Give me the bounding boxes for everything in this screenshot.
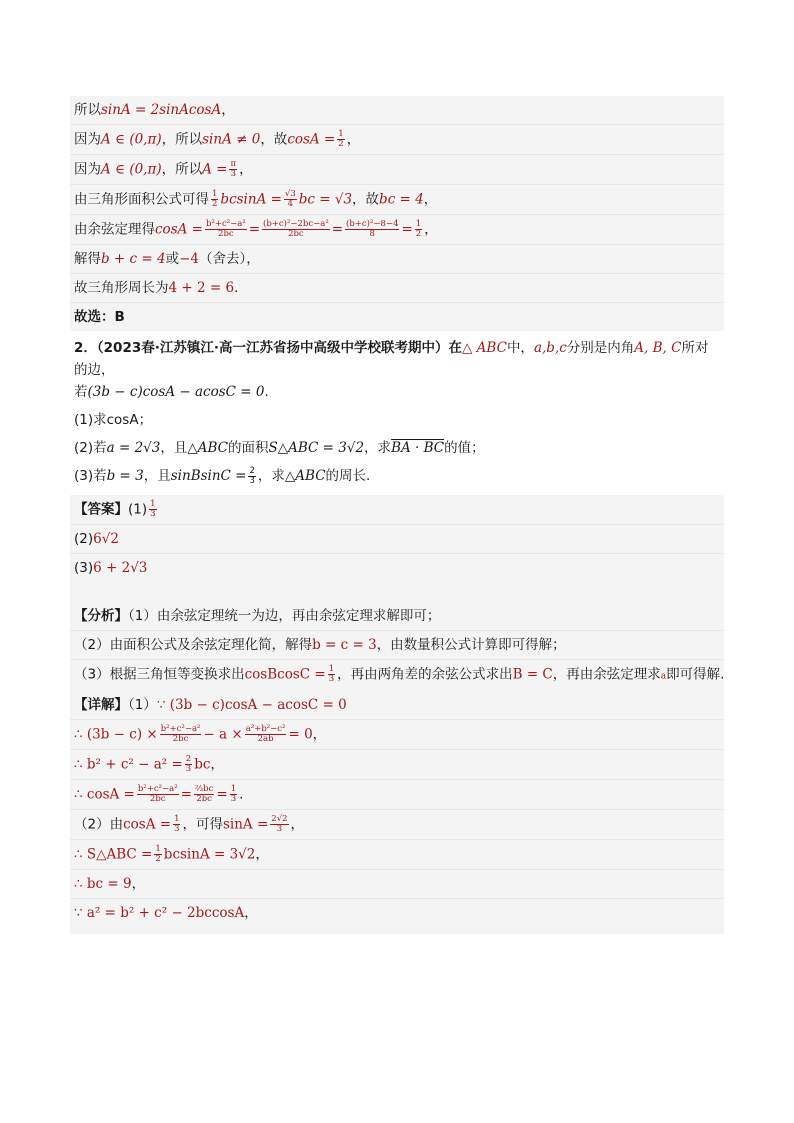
- text: （1）由余弦定理统一为边，再由余弦定理求解即可；: [128, 608, 441, 624]
- part-label: (1): [128, 501, 148, 518]
- detail-line-7: [70, 870, 724, 899]
- analysis-line-2: [70, 631, 724, 660]
- solution-line-2: [70, 125, 724, 155]
- denominator: 2ab: [257, 733, 274, 744]
- text: ，故: [352, 191, 380, 208]
- fraction: [185, 755, 192, 774]
- equals: =: [401, 221, 413, 238]
- text: 的周长.: [325, 468, 371, 484]
- question-source: ．（2023春·江苏镇江·高一江苏省扬中高级中学校联考期中）在: [83, 340, 462, 356]
- math: bc = 4: [379, 191, 424, 208]
- detail-block: [70, 691, 724, 934]
- text: 求cosA；: [93, 412, 153, 428]
- fraction: [248, 467, 255, 486]
- question-block: [70, 331, 724, 495]
- math: a,b,c: [533, 340, 567, 356]
- denominator: 2: [155, 853, 161, 864]
- denominator: 2bc: [218, 229, 234, 239]
- math: = 0: [288, 726, 313, 742]
- math: bc: [194, 756, 211, 772]
- text: .: [239, 786, 244, 802]
- fraction: [149, 500, 156, 519]
- math: A, B, C: [634, 340, 682, 356]
- text: ，故: [260, 131, 288, 148]
- math: (3b − c)cosA − acosC = 0: [87, 384, 265, 400]
- text: ，且: [143, 468, 171, 484]
- numerator: 1: [328, 664, 335, 674]
- fraction: [229, 160, 237, 179]
- denominator: 2bc: [288, 229, 304, 239]
- detail-line-3: [70, 750, 724, 780]
- numerator: 1: [415, 219, 422, 229]
- solution-block: [70, 96, 724, 331]
- analysis-block: [70, 602, 724, 691]
- question-part-1: [70, 403, 724, 431]
- text: ，: [244, 904, 258, 921]
- question-number: 2: [74, 340, 84, 356]
- math: ∴ bc = 9: [74, 875, 132, 892]
- detail-line-4: [70, 780, 724, 810]
- text: ，: [239, 161, 253, 178]
- numerator: 2: [249, 465, 255, 476]
- solution-line-1: [70, 96, 724, 125]
- text: ，所以: [161, 131, 203, 148]
- detail-line-8: [70, 899, 724, 934]
- spacer: [70, 582, 724, 602]
- solution-line-6: [70, 245, 724, 274]
- text: 即可得解.: [666, 666, 725, 683]
- text: 由余弦定理得: [74, 221, 155, 238]
- text: ，再由余弦定理求: [552, 666, 661, 683]
- text: ，再由两角差的余弦公式求出: [337, 666, 513, 683]
- fraction: [211, 190, 218, 209]
- part-label: (2): [74, 531, 94, 547]
- part-label: (2): [74, 440, 94, 456]
- text: 解得: [74, 251, 101, 267]
- math: ∴ S△ABC =: [74, 846, 153, 862]
- math: cosA =: [123, 816, 172, 832]
- detail-line-6: [70, 840, 724, 870]
- text: 的面积: [228, 440, 269, 456]
- math: ∴ (3b − c) ×: [74, 726, 158, 742]
- math: − a ×: [203, 726, 243, 742]
- denominator: 2bc: [196, 793, 212, 804]
- denominator: 2: [338, 139, 344, 149]
- math: sinA ≠ 0: [202, 131, 261, 148]
- fraction: [194, 785, 214, 804]
- numerator: π: [230, 159, 237, 169]
- detail-line-5: [70, 810, 724, 840]
- math: A ∈ (0,π): [101, 131, 162, 148]
- math: −4: [179, 251, 199, 267]
- page-content: [70, 96, 724, 934]
- math: b + c = 4: [101, 251, 166, 267]
- math: ∴ b² + c² − a² =: [74, 756, 183, 772]
- text: ，求△: [257, 468, 296, 484]
- math: cosA =: [155, 221, 203, 238]
- solution-line-3: [70, 155, 724, 185]
- text: ，: [346, 131, 361, 148]
- part-label: (1): [74, 412, 94, 428]
- answer-line-3: [70, 554, 724, 582]
- text: ，: [423, 191, 438, 208]
- text: ，: [290, 816, 305, 832]
- question-part-3: [70, 459, 724, 495]
- numerator: √3: [284, 189, 296, 199]
- math: a = 2√3: [106, 440, 161, 456]
- fraction: [173, 815, 180, 834]
- text: 所对的边，: [74, 340, 709, 378]
- denominator: 3: [328, 674, 335, 684]
- denominator: 3: [185, 763, 192, 774]
- math: BA · BC: [391, 440, 445, 456]
- math: sinA = 2sinAcosA: [101, 102, 222, 118]
- math: ∴ cosA =: [74, 786, 135, 802]
- text: 或: [165, 251, 180, 267]
- math: ABC: [197, 440, 228, 456]
- answer-line-2: [70, 525, 724, 554]
- denominator: 3: [249, 475, 255, 486]
- fraction: [230, 785, 237, 804]
- fraction: [415, 220, 422, 239]
- equals: =: [216, 786, 228, 802]
- detail-label: 【详解】: [74, 696, 128, 713]
- numerator: 1: [150, 499, 156, 509]
- math: B = C: [512, 666, 553, 683]
- fraction: [345, 220, 399, 239]
- math: b = 3: [106, 468, 144, 484]
- question-stem: [70, 331, 724, 403]
- math: b = c = 3: [312, 637, 377, 653]
- math: A =: [202, 161, 228, 178]
- fraction: [337, 130, 344, 149]
- text: .: [234, 280, 239, 296]
- answer-line-1: [70, 495, 724, 525]
- fraction: [205, 220, 247, 239]
- text: ，所以: [161, 161, 203, 178]
- math: ∵ a² = b² + c² − 2bccosA: [74, 904, 245, 921]
- question-part-2: [70, 431, 724, 459]
- analysis-line-3: [70, 660, 724, 691]
- text: 由三角形面积公式可得: [74, 191, 209, 208]
- numerator: (b+c)²−8−4: [346, 219, 399, 229]
- denominator: 3: [276, 823, 283, 834]
- math: sinBsinC =: [170, 468, 247, 484]
- denominator: 2: [415, 229, 422, 239]
- denominator: 2bc: [172, 733, 189, 744]
- part-label: (3): [74, 468, 94, 484]
- math: sinA =: [222, 816, 269, 832]
- analysis-line-1: [70, 602, 724, 631]
- numerator: 1: [212, 189, 218, 199]
- text: ，: [312, 726, 327, 742]
- numerator: ⅔bc: [194, 783, 214, 794]
- numerator: 1: [174, 813, 180, 824]
- math: 6√2: [93, 531, 119, 547]
- math: bcsinA = 3√2: [163, 846, 256, 862]
- fraction: [262, 220, 330, 239]
- math: bc = √3: [298, 191, 353, 208]
- text: ，: [255, 846, 269, 862]
- math: cosA =: [287, 131, 336, 148]
- answer-choice: 故选：B: [74, 309, 125, 325]
- text: ，求: [364, 440, 392, 456]
- text: .: [264, 384, 269, 400]
- denominator: 2bc: [149, 793, 166, 804]
- text: ，: [131, 875, 146, 892]
- text: 因为: [74, 131, 101, 148]
- denominator: 3: [230, 169, 236, 179]
- text: （舍去），: [199, 251, 260, 267]
- math: 4 + 2 = 6: [168, 280, 235, 296]
- text: （3）根据三角恒等变换求出: [74, 666, 245, 683]
- fraction: [328, 665, 335, 684]
- text: ，由数量积公式计算即可得解；: [376, 637, 566, 653]
- numerator: a²+b²−c²: [245, 723, 286, 734]
- denominator: 4: [287, 199, 294, 209]
- numerator: 1: [230, 783, 237, 794]
- text: （1）: [128, 696, 157, 713]
- numerator: b²+c²−a²: [160, 723, 201, 734]
- numerator: b²+c²−a²: [137, 783, 178, 794]
- fraction: [245, 725, 287, 744]
- fraction: [154, 845, 161, 864]
- solution-line-5: [70, 215, 724, 245]
- detail-line-2: [70, 720, 724, 750]
- part-label: (3): [74, 560, 94, 576]
- text: 若: [93, 468, 107, 484]
- math: bcsinA =: [220, 191, 282, 208]
- equals: =: [248, 221, 261, 238]
- numerator: 1: [155, 843, 161, 854]
- numerator: (b+c)²−2bc−a²: [263, 219, 329, 229]
- math: ∵ (3b − c)cosA − acosC = 0: [156, 696, 347, 713]
- denominator: 3: [150, 509, 156, 519]
- text: （2）由: [74, 816, 124, 832]
- detail-line-1: [70, 691, 724, 720]
- numerator: 2: [185, 753, 192, 764]
- text: 故三角形周长为: [74, 280, 169, 296]
- fraction: [270, 815, 288, 834]
- text: 若: [93, 440, 107, 456]
- text: ，: [221, 102, 235, 118]
- text: 分别是内角: [566, 340, 635, 356]
- analysis-label: 【分析】: [74, 608, 128, 624]
- text: 若: [74, 384, 88, 400]
- math: S△ABC = 3√2: [268, 440, 365, 456]
- text: 因为: [74, 161, 101, 178]
- math: ABC: [295, 468, 326, 484]
- numerator: b²+c²−a²: [205, 219, 246, 229]
- text: ，: [210, 756, 224, 772]
- solution-line-4: [70, 185, 724, 215]
- fraction: [284, 190, 297, 209]
- equals: =: [331, 221, 344, 238]
- text: 的值；: [444, 440, 485, 456]
- text: 中，: [506, 340, 534, 356]
- fraction: [137, 785, 179, 804]
- answer-block: [70, 495, 724, 602]
- text: ，: [424, 221, 438, 238]
- numerator: 1: [338, 129, 344, 139]
- text: ，且△: [160, 440, 198, 456]
- fraction: [160, 725, 202, 744]
- denominator: 3: [174, 823, 180, 834]
- math: a: [660, 671, 667, 682]
- math: △ ABC: [462, 340, 507, 356]
- numerator: 2√2: [271, 813, 288, 824]
- equals: =: [180, 786, 192, 802]
- text: 所以: [74, 102, 101, 118]
- answer-label: 【答案】: [74, 501, 128, 518]
- text: （2）由面积公式及余弦定理化简，解得: [74, 637, 313, 653]
- denominator: 8: [369, 229, 375, 239]
- solution-line-7: [70, 274, 724, 303]
- math: cosBcosC =: [244, 666, 326, 683]
- text: ，可得: [182, 816, 223, 832]
- math: 6 + 2√3: [93, 560, 148, 576]
- denominator: 3: [230, 793, 237, 804]
- denominator: 2: [212, 199, 218, 209]
- math: A ∈ (0,π): [101, 161, 162, 178]
